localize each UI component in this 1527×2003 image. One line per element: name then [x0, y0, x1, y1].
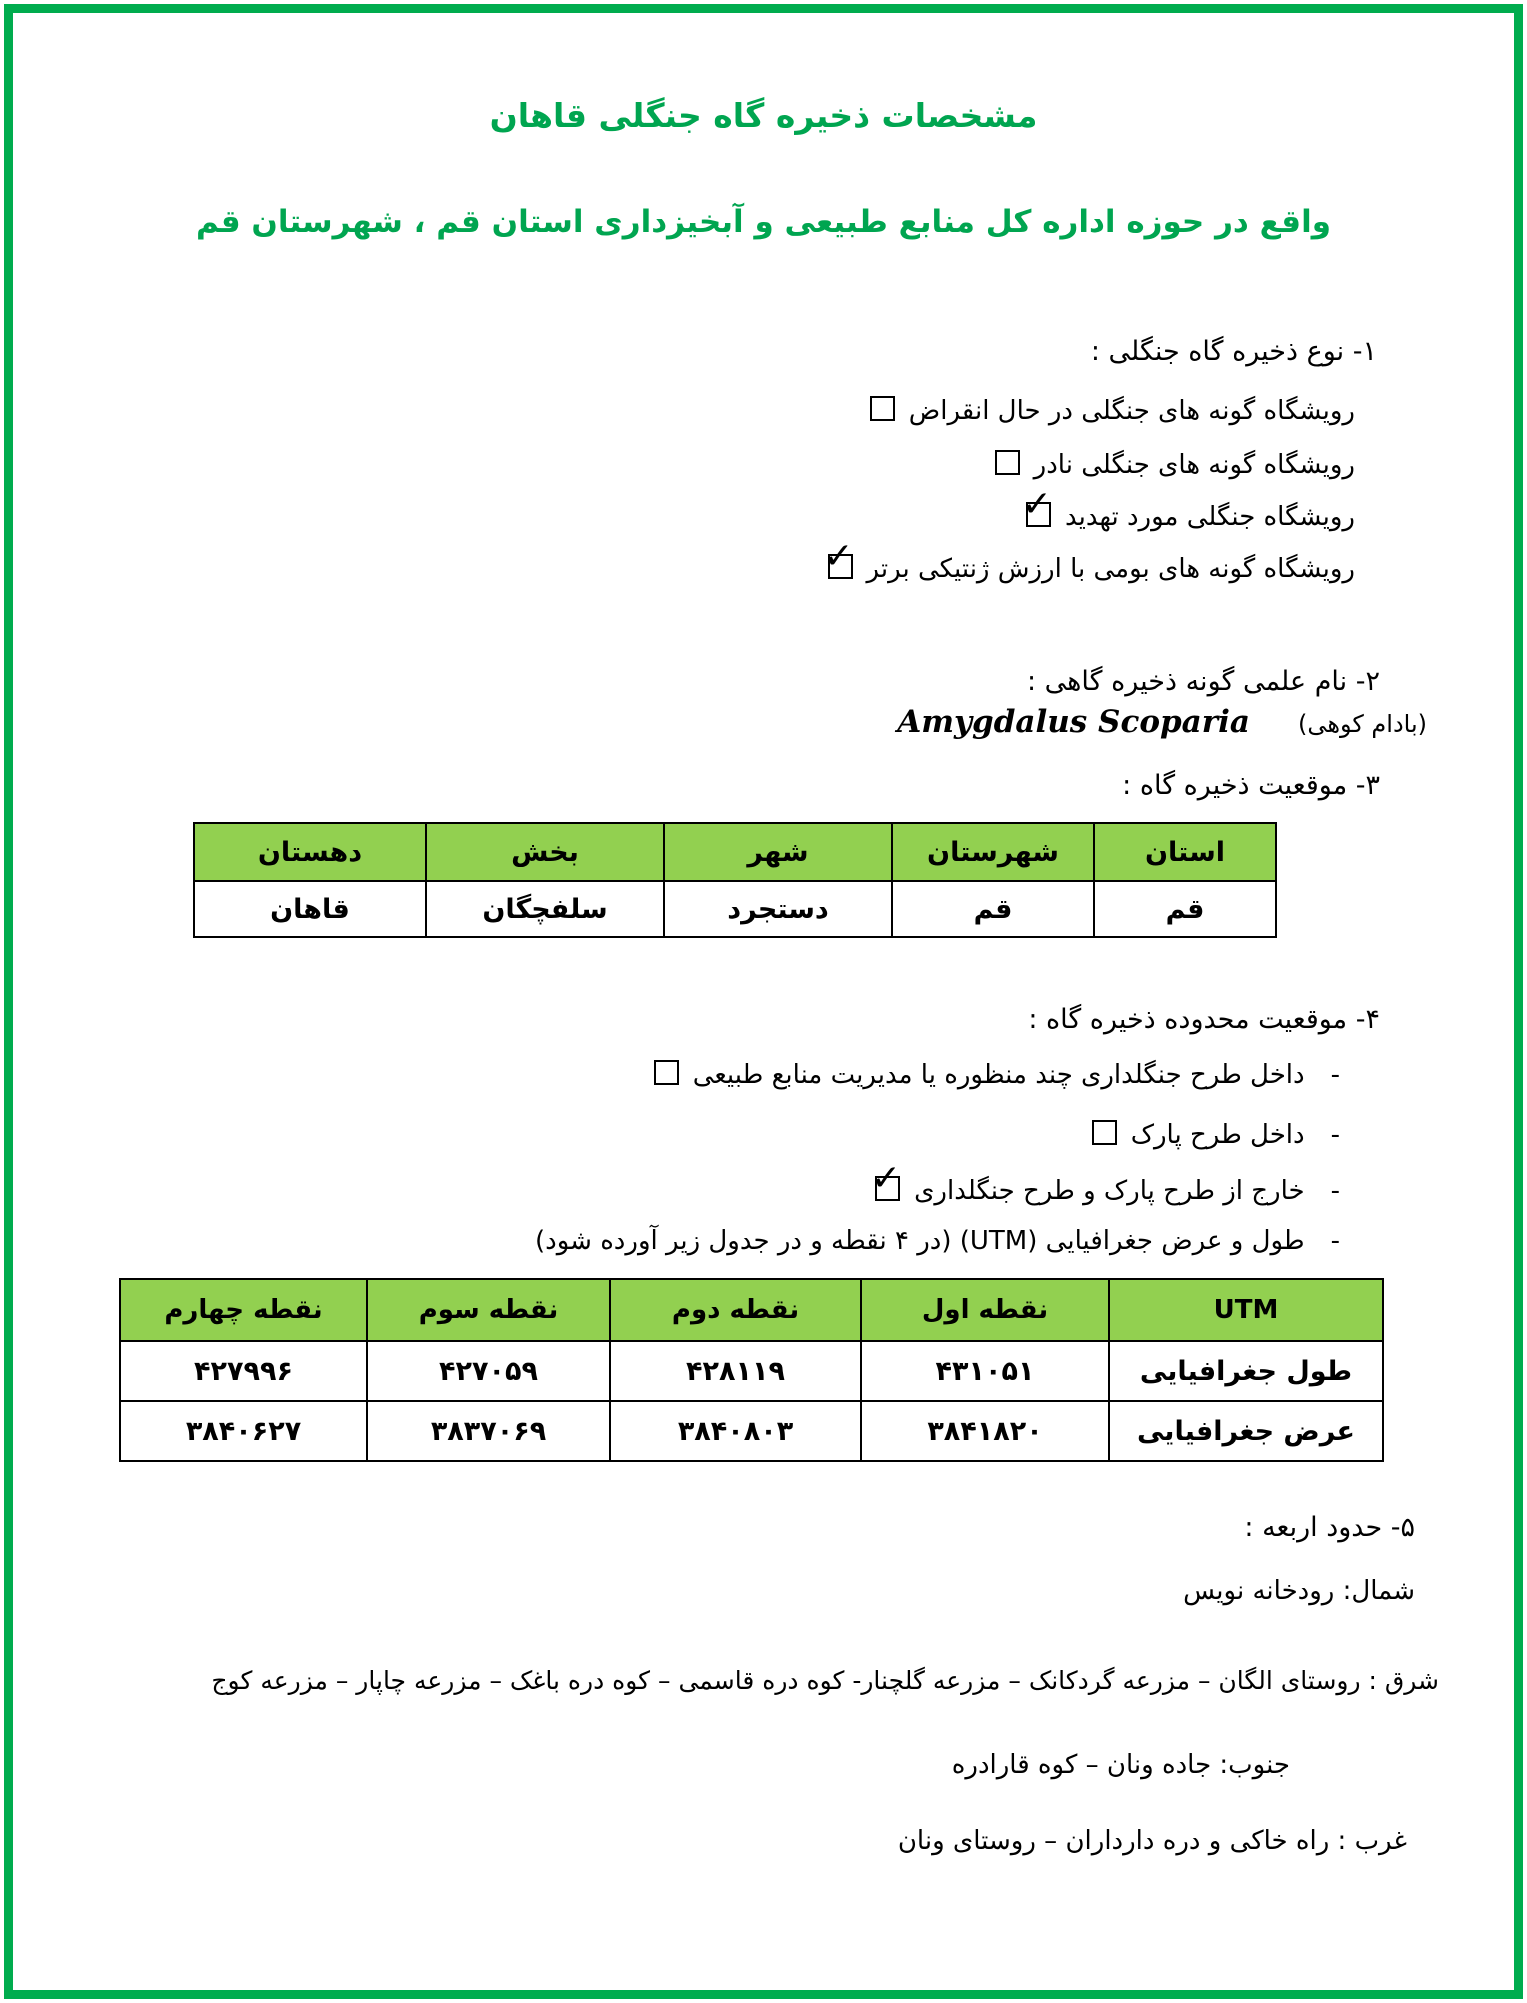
document-subtitle: واقع در حوزه اداره کل منابع طبیعی و آبخیزداری استان قم ، شهرستان قم: [196, 204, 1331, 240]
section5-heading: ۵- حدود اربعه :: [1244, 1512, 1415, 1543]
section2-heading: ۲- نام علمی گونه ذخیره گاهی :: [1027, 666, 1380, 697]
location-value-rural-district: قاهان: [194, 881, 426, 937]
utm-longitude-label: طول جغرافیایی: [1109, 1341, 1383, 1401]
forest-type-item: [870, 396, 1355, 426]
forest-type-item: [995, 450, 1355, 480]
location-value-district: سلفچگان: [426, 881, 664, 937]
utm-header-point2: نقطه دوم: [610, 1279, 861, 1341]
section4-heading: ۴- موقعیت محدوده ذخیره گاه :: [1028, 1004, 1380, 1035]
forest-type-item: [828, 554, 1355, 584]
utm-latitude-point1: ۳۸۴۱۸۲۰: [861, 1401, 1109, 1461]
location-header-district: بخش: [426, 823, 664, 881]
checkbox-multipurpose-plan[interactable]: [654, 1060, 679, 1085]
checkbox-endangered[interactable]: [870, 396, 895, 421]
location-table-value-row: [194, 881, 1276, 937]
location-table: [193, 822, 1277, 938]
location-value-city: دستجرد: [664, 881, 892, 937]
location-table-header-row: [194, 823, 1276, 881]
utm-latitude-point4: ۳۸۴۰۶۲۷: [120, 1401, 367, 1461]
forest-type-label: رویشگاه گونه های بومی با ارزش ژنتیکی برتر: [866, 554, 1355, 584]
forest-type-label: رویشگاه گونه های جنگلی نادر: [1033, 450, 1355, 480]
utm-longitude-point1: ۴۳۱۰۵۱: [861, 1341, 1109, 1401]
boundary-item: [654, 1060, 1340, 1090]
utm-header-point1: نقطه اول: [861, 1279, 1109, 1341]
common-name: (بادام کوهی): [1297, 710, 1427, 738]
utm-corner-header: UTM: [1109, 1279, 1383, 1341]
utm-header-point4: نقطه چهارم: [120, 1279, 367, 1341]
document-title: مشخصات ذخیره گاه جنگلی قاهان: [489, 96, 1038, 135]
page-border: [4, 4, 1523, 1999]
species-name-line: [897, 704, 1427, 740]
utm-latitude-row: [120, 1401, 1383, 1461]
location-header-rural-district: دهستان: [194, 823, 426, 881]
location-header-province: استان: [1094, 823, 1276, 881]
checkbox-native-genetic[interactable]: [828, 554, 853, 579]
utm-longitude-point4: ۴۲۷۹۹۶: [120, 1341, 367, 1401]
boundary-north: شمال: رودخانه نویس: [1183, 1576, 1415, 1606]
utm-longitude-point3: ۴۲۷۰۵۹: [367, 1341, 610, 1401]
boundary-west: غرب : راه خاکی و دره دارداران – روستای ونان: [897, 1826, 1407, 1856]
utm-longitude-point2: ۴۲۸۱۱۹: [610, 1341, 861, 1401]
dash-bullet: -: [1330, 1226, 1340, 1256]
boundary-east: شرق : روستای الگان – مزرعه گردکانک – مزرعه گلچنار- کوه دره قاسمی – کوه دره باغک – مزرعه چاپار – مزرعه کوج: [211, 1666, 1439, 1695]
dash-bullet: -: [1330, 1120, 1340, 1150]
utm-header-point3: نقطه سوم: [367, 1279, 610, 1341]
utm-table-header-row: [120, 1279, 1383, 1341]
utm-latitude-point2: ۳۸۴۰۸۰۳: [610, 1401, 861, 1461]
boundary-item: [875, 1176, 1340, 1206]
boundary-label: خارج از طرح پارک و طرح جنگلداری: [914, 1176, 1305, 1206]
forest-type-item: [1026, 502, 1355, 532]
boundary-south: جنوب: جاده ونان – کوه قارادره: [951, 1750, 1290, 1780]
boundary-item: [1092, 1120, 1340, 1150]
location-value-province: قم: [1094, 881, 1276, 937]
location-header-county: شهرستان: [892, 823, 1094, 881]
checkbox-threatened[interactable]: [1026, 502, 1051, 527]
scientific-name: Amygdalus Scoparia: [897, 704, 1250, 740]
section1-heading: ۱- نوع ذخیره گاه جنگلی :: [1090, 336, 1377, 367]
checkbox-rare[interactable]: [995, 450, 1020, 475]
boundary-label: داخل طرح پارک: [1130, 1120, 1305, 1150]
utm-latitude-point3: ۳۸۳۷۰۶۹: [367, 1401, 610, 1461]
boundary-label: طول و عرض جغرافیایی (UTM) (در ۴ نقطه و در جدول زیر آورده شود): [534, 1226, 1305, 1256]
boundary-label: داخل طرح جنگلداری چند منظوره یا مدیریت منابع طبیعی: [692, 1060, 1305, 1090]
checkbox-park-plan[interactable]: [1092, 1120, 1117, 1145]
checkbox-outside-plans[interactable]: [875, 1176, 900, 1201]
boundary-item: [535, 1226, 1340, 1256]
section3-heading: ۳- موقعیت ذخیره گاه :: [1122, 770, 1380, 801]
location-value-county: قم: [892, 881, 1094, 937]
forest-type-label: رویشگاه گونه های جنگلی در حال انقراض: [908, 396, 1355, 426]
dash-bullet: -: [1330, 1060, 1340, 1090]
location-header-city: شهر: [664, 823, 892, 881]
utm-longitude-row: [120, 1341, 1383, 1401]
utm-coordinates-table: [119, 1278, 1384, 1462]
forest-type-label: رویشگاه جنگلی مورد تهدید: [1064, 502, 1355, 532]
utm-latitude-label: عرض جغرافیایی: [1109, 1401, 1383, 1461]
dash-bullet: -: [1330, 1176, 1340, 1206]
